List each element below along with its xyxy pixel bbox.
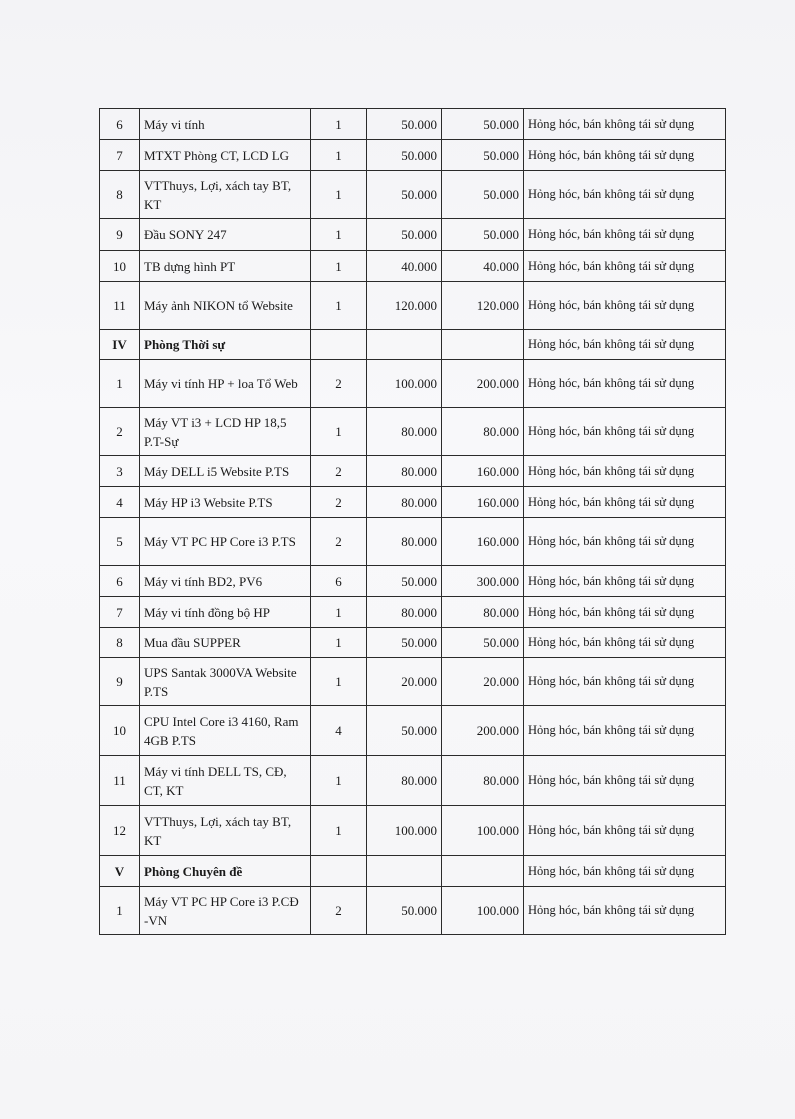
quantity: 1 <box>311 658 367 706</box>
row-number: 1 <box>100 887 140 935</box>
unit-price: 100.000 <box>367 360 442 408</box>
unit-price: 50.000 <box>367 566 442 597</box>
status-note: Hỏng hóc, bán không tái sử dụng <box>524 171 726 219</box>
row-number: V <box>100 856 140 887</box>
row-number: 6 <box>100 109 140 140</box>
status-note: Hỏng hóc, bán không tái sử dụng <box>524 251 726 282</box>
status-note: Hỏng hóc, bán không tái sử dụng <box>524 706 726 756</box>
row-number: 5 <box>100 518 140 566</box>
item-name: Máy vi tính HP + loa Tổ Web <box>140 360 311 408</box>
item-name: Máy HP i3 Website P.TS <box>140 487 311 518</box>
section-header-row <box>100 330 726 360</box>
row-number: 10 <box>100 706 140 756</box>
total-amount: 160.000 <box>442 487 524 518</box>
unit-price: 50.000 <box>367 109 442 140</box>
item-name: VTThuys, Lợi, xách tay BT, KT <box>140 171 311 219</box>
table-row <box>100 628 726 658</box>
total-amount: 20.000 <box>442 658 524 706</box>
item-name: Máy VT PC HP Core i3 P.CĐ -VN <box>140 887 311 935</box>
row-number: 4 <box>100 487 140 518</box>
row-number: 9 <box>100 658 140 706</box>
table-row <box>100 658 726 706</box>
status-note: Hỏng hóc, bán không tái sử dụng <box>524 140 726 171</box>
table-row <box>100 171 726 219</box>
item-name: Máy vi tính BD2, PV6 <box>140 566 311 597</box>
row-number: 7 <box>100 597 140 628</box>
item-name: Máy DELL i5 Website P.TS <box>140 456 311 487</box>
status-note: Hỏng hóc, bán không tái sử dụng <box>524 518 726 566</box>
item-name: Đầu SONY 247 <box>140 219 311 251</box>
quantity: 2 <box>311 456 367 487</box>
item-name: Máy VT PC HP Core i3 P.TS <box>140 518 311 566</box>
section-header-row <box>100 856 726 887</box>
unit-price: 80.000 <box>367 408 442 456</box>
table-row <box>100 109 726 140</box>
total-amount: 160.000 <box>442 456 524 487</box>
unit-price: 120.000 <box>367 282 442 330</box>
total-amount: 80.000 <box>442 408 524 456</box>
item-name: Mua đầu SUPPER <box>140 628 311 658</box>
table-row <box>100 887 726 935</box>
total-amount: 160.000 <box>442 518 524 566</box>
total-amount: 100.000 <box>442 887 524 935</box>
total-amount: 200.000 <box>442 360 524 408</box>
item-name: Máy vi tính đồng bộ HP <box>140 597 311 628</box>
status-note: Hỏng hóc, bán không tái sử dụng <box>524 856 726 887</box>
unit-price <box>367 856 442 887</box>
quantity <box>311 330 367 360</box>
status-note: Hỏng hóc, bán không tái sử dụng <box>524 487 726 518</box>
table-row <box>100 487 726 518</box>
status-note: Hỏng hóc, bán không tái sử dụng <box>524 360 726 408</box>
unit-price <box>367 330 442 360</box>
row-number: IV <box>100 330 140 360</box>
unit-price: 50.000 <box>367 887 442 935</box>
row-number: 7 <box>100 140 140 171</box>
table-row <box>100 219 726 251</box>
item-name: Máy vi tính <box>140 109 311 140</box>
quantity: 2 <box>311 360 367 408</box>
row-number: 1 <box>100 360 140 408</box>
row-number: 8 <box>100 628 140 658</box>
table-row <box>100 251 726 282</box>
item-name: UPS Santak 3000VA Website P.TS <box>140 658 311 706</box>
row-number: 3 <box>100 456 140 487</box>
row-number: 11 <box>100 756 140 806</box>
item-name: Phòng Thời sự <box>140 330 311 360</box>
table-row <box>100 597 726 628</box>
unit-price: 20.000 <box>367 658 442 706</box>
unit-price: 50.000 <box>367 706 442 756</box>
status-note: Hỏng hóc, bán không tái sử dụng <box>524 806 726 856</box>
unit-price: 80.000 <box>367 487 442 518</box>
table-row <box>100 806 726 856</box>
quantity: 1 <box>311 109 367 140</box>
row-number: 11 <box>100 282 140 330</box>
unit-price: 50.000 <box>367 219 442 251</box>
unit-price: 50.000 <box>367 140 442 171</box>
item-name: Phòng Chuyên đề <box>140 856 311 887</box>
status-note: Hỏng hóc, bán không tái sử dụng <box>524 219 726 251</box>
quantity: 1 <box>311 597 367 628</box>
status-note: Hỏng hóc, bán không tái sử dụng <box>524 597 726 628</box>
item-name: Máy ảnh NIKON tổ Website <box>140 282 311 330</box>
quantity <box>311 856 367 887</box>
status-note: Hỏng hóc, bán không tái sử dụng <box>524 887 726 935</box>
total-amount: 80.000 <box>442 756 524 806</box>
unit-price: 50.000 <box>367 628 442 658</box>
status-note: Hỏng hóc, bán không tái sử dụng <box>524 658 726 706</box>
quantity: 4 <box>311 706 367 756</box>
total-amount: 40.000 <box>442 251 524 282</box>
item-name: VTThuys, Lợi, xách tay BT, KT <box>140 806 311 856</box>
total-amount: 300.000 <box>442 566 524 597</box>
total-amount: 50.000 <box>442 171 524 219</box>
quantity: 1 <box>311 140 367 171</box>
unit-price: 80.000 <box>367 456 442 487</box>
table-row <box>100 756 726 806</box>
table-row <box>100 566 726 597</box>
unit-price: 80.000 <box>367 597 442 628</box>
table-row <box>100 706 726 756</box>
unit-price: 80.000 <box>367 518 442 566</box>
unit-price: 40.000 <box>367 251 442 282</box>
status-note: Hỏng hóc, bán không tái sử dụng <box>524 330 726 360</box>
total-amount: 50.000 <box>442 628 524 658</box>
quantity: 6 <box>311 566 367 597</box>
item-name: Máy VT i3 + LCD HP 18,5 P.T-Sự <box>140 408 311 456</box>
table-row <box>100 282 726 330</box>
status-note: Hỏng hóc, bán không tái sử dụng <box>524 628 726 658</box>
total-amount: 50.000 <box>442 140 524 171</box>
quantity: 1 <box>311 251 367 282</box>
table-row <box>100 456 726 487</box>
table-row <box>100 408 726 456</box>
quantity: 1 <box>311 219 367 251</box>
status-note: Hỏng hóc, bán không tái sử dụng <box>524 109 726 140</box>
table-row <box>100 140 726 171</box>
row-number: 6 <box>100 566 140 597</box>
quantity: 1 <box>311 756 367 806</box>
total-amount: 100.000 <box>442 806 524 856</box>
status-note: Hỏng hóc, bán không tái sử dụng <box>524 566 726 597</box>
unit-price: 80.000 <box>367 756 442 806</box>
table-row <box>100 360 726 408</box>
quantity: 1 <box>311 171 367 219</box>
quantity: 1 <box>311 408 367 456</box>
total-amount <box>442 330 524 360</box>
equipment-disposal-table <box>99 108 726 935</box>
quantity: 1 <box>311 628 367 658</box>
total-amount: 80.000 <box>442 597 524 628</box>
item-name: MTXT Phòng CT, LCD LG <box>140 140 311 171</box>
unit-price: 50.000 <box>367 171 442 219</box>
table-row <box>100 518 726 566</box>
total-amount: 50.000 <box>442 219 524 251</box>
unit-price: 100.000 <box>367 806 442 856</box>
quantity: 2 <box>311 887 367 935</box>
row-number: 2 <box>100 408 140 456</box>
quantity: 2 <box>311 487 367 518</box>
row-number: 10 <box>100 251 140 282</box>
status-note: Hỏng hóc, bán không tái sử dụng <box>524 456 726 487</box>
total-amount: 200.000 <box>442 706 524 756</box>
status-note: Hỏng hóc, bán không tái sử dụng <box>524 408 726 456</box>
status-note: Hỏng hóc, bán không tái sử dụng <box>524 756 726 806</box>
row-number: 9 <box>100 219 140 251</box>
item-name: TB dựng hình PT <box>140 251 311 282</box>
row-number: 8 <box>100 171 140 219</box>
item-name: Máy vi tính DELL TS, CĐ, CT, KT <box>140 756 311 806</box>
row-number: 12 <box>100 806 140 856</box>
quantity: 2 <box>311 518 367 566</box>
item-name: CPU Intel Core i3 4160, Ram 4GB P.TS <box>140 706 311 756</box>
total-amount: 120.000 <box>442 282 524 330</box>
total-amount: 50.000 <box>442 109 524 140</box>
status-note: Hỏng hóc, bán không tái sử dụng <box>524 282 726 330</box>
quantity: 1 <box>311 282 367 330</box>
total-amount <box>442 856 524 887</box>
quantity: 1 <box>311 806 367 856</box>
